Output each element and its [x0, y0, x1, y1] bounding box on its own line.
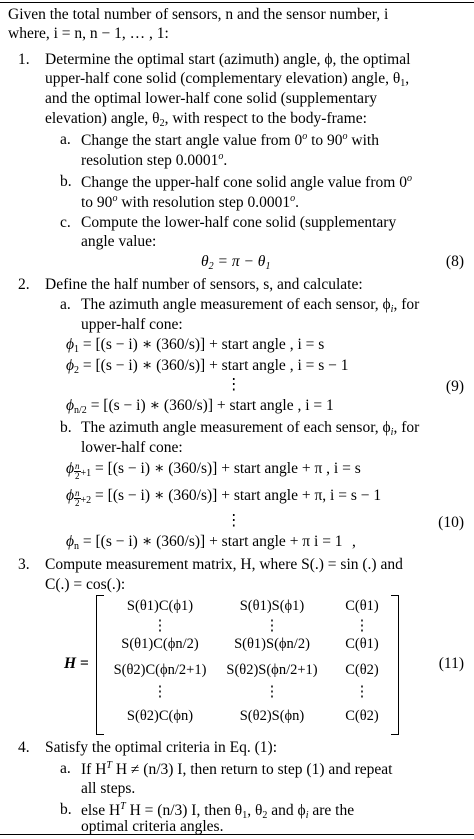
- eq9-row-1: $\phi_1 = [(s - i)$ ∗ (360/s)] + start angle , i = s: [66, 336, 325, 355]
- matrix-cell-r4-c3: C(θ2): [345, 662, 379, 678]
- step-3-line-1: Compute measurement matrix, H, where S(.) = sin (.) and: [45, 556, 403, 573]
- step-1-number: 1.: [18, 51, 30, 68]
- intro-line-2: where, i = n, n − 1, … , 1:: [8, 25, 169, 42]
- step-2-number: 2.: [18, 276, 30, 293]
- step-4-line: Satisfy the optimal criteria in Eq. (1):: [45, 739, 278, 756]
- matrix-cell-r2-c1: ⋮: [152, 618, 168, 634]
- matrix-cell-r6-c2: S(θ2)S(ϕn): [239, 708, 305, 724]
- matrix-lhs: H =: [64, 655, 89, 672]
- matrix-cell-r3-c3: C(θ1): [345, 636, 379, 652]
- step-4a-line-1: If $H^T$ H ≠ (n/3) I, then return to step (1) and repeat: [81, 760, 393, 778]
- matrix-cell-r1-c3: C(θ1): [345, 598, 379, 614]
- bottom-rule: [0, 834, 474, 835]
- matrix-cell-r6-c3: C(θ2): [345, 708, 379, 724]
- equation-11-number: (11): [438, 655, 464, 672]
- step-2a-line-1: The azimuth angle measurement of each sensor, $\phi_i$, for: [81, 296, 420, 315]
- step-1c-line-2: angle value:: [81, 233, 157, 250]
- equation-8-number: (8): [445, 253, 464, 270]
- matrix-cell-r6-c1: S(θ2)C(ϕn): [126, 708, 194, 724]
- eq10-row-2: ϕ $\frac{n}{2}$ $_{+2}$ = [(s − i) ∗ (360/s)] + start angle + π, i = s − 1: [66, 487, 382, 508]
- step-1b-label: b.: [60, 173, 72, 190]
- matrix-cell-r3-c2: S(θ1)S(ϕn/2): [234, 636, 310, 652]
- top-rule: [0, 2, 474, 3]
- step-2b-line-1: The azimuth angle measurement of each sensor, $\phi_i$, for: [81, 419, 420, 438]
- eq10-vdots: ⋮: [226, 512, 242, 529]
- intro-line-1: Given the total number of sensors, n and the sensor number, i: [8, 6, 389, 23]
- matrix-cell-r5-c1: ⋮: [152, 684, 168, 700]
- equation-8: $\theta_2 = \pi - \theta_1$: [201, 253, 271, 272]
- step-1-line-3: and the optimal lower-half cone solid (supplementary: [45, 90, 377, 107]
- matrix-cell-r4-c1: S(θ2)C(ϕn/2+1): [113, 662, 207, 678]
- step-1c-line-1: Compute the lower-half cone solid (supplementary: [81, 214, 397, 231]
- step-2b-line-2: lower-half cone:: [81, 439, 183, 456]
- eq9-vdots: ⋮: [226, 376, 242, 393]
- step-1a-label: a.: [60, 131, 71, 148]
- step-1b-line-2: to 90$^o$ with resolution step 0.0001$^o$.: [81, 193, 299, 211]
- step-4b-label: b.: [60, 801, 72, 818]
- step-1-line-2: upper-half cone solid (complementary elevation) angle, $\theta_1$,: [45, 70, 410, 89]
- step-1-line-4: elevation) angle, $\theta_2$, with respect to the body-frame:: [45, 110, 367, 129]
- step-3-number: 3.: [18, 556, 30, 573]
- equation-9-number: (9): [445, 378, 464, 395]
- step-1a-line-2: resolution step 0.0001$^o$.: [81, 151, 228, 169]
- matrix-cell-r1-c2: S(θ1)S(ϕ1): [239, 598, 305, 614]
- step-4-number: 4.: [18, 739, 30, 756]
- equation-10-number: (10): [438, 514, 464, 531]
- step-2a-label: a.: [60, 296, 71, 313]
- step-4a-line-2: all steps.: [81, 780, 136, 797]
- eq10-row-1: ϕ $\frac{n}{2}$ $_{+1}$ = [(s − i) ∗ (360/s)] + start angle + π , i = s: [66, 460, 361, 481]
- step-2-line: Define the half number of sensors, s, and calculate:: [45, 276, 363, 293]
- step-4a-label: a.: [60, 760, 71, 777]
- step-1a-line-1: Change the start angle value from 0$^o$ to 90$^o$ with: [81, 131, 379, 149]
- matrix-cell-r5-c3: ⋮: [354, 684, 370, 700]
- eq10-row-3: $\phi_n = [(s - i)$ ∗ (360/s)] + start angle + π i = 1: [66, 533, 343, 552]
- step-2a-line-2: upper-half cone:: [81, 316, 183, 333]
- eq9-row-3: $\phi_{n/2} = [(s - i)$ ∗ (360/s)] + start angle , i = 1: [66, 397, 334, 416]
- step-4b-line-2: optimal criteria angles.: [81, 818, 224, 835]
- step-4b-line-1: else $H^T$ H = (n/3) I, then $\theta_1$, $\theta_2$ and $\phi_i$ are the: [81, 801, 355, 821]
- matrix-cell-r2-c2: ⋮: [264, 618, 280, 634]
- step-1c-label: c.: [60, 214, 71, 231]
- step-2b-label: b.: [60, 419, 72, 436]
- eq9-row-2: $\phi_2 = [(s - i)$ ∗ (360/s)] + start angle , i = s − 1: [66, 357, 349, 376]
- matrix-cell-r2-c3: ⋮: [354, 618, 370, 634]
- step-1b-line-1: Change the upper-half cone solid angle value from 0$^o$: [81, 173, 412, 191]
- matrix-cell-r1-c1: S(θ1)C(ϕ1): [126, 598, 194, 614]
- step-1-line-1: Determine the optimal start (azimuth) angle, ϕ, the optimal: [45, 51, 411, 68]
- matrix-cell-r5-c2: ⋮: [264, 684, 280, 700]
- matrix-cell-r4-c2: S(θ2)S(ϕn/2+1): [226, 662, 318, 678]
- matrix-cell-r3-c1: S(θ1)C(ϕn/2): [121, 636, 199, 652]
- step-3-line-2: C(.) = cos(.):: [45, 576, 126, 593]
- eq10-row-3-comma: ,: [352, 533, 356, 550]
